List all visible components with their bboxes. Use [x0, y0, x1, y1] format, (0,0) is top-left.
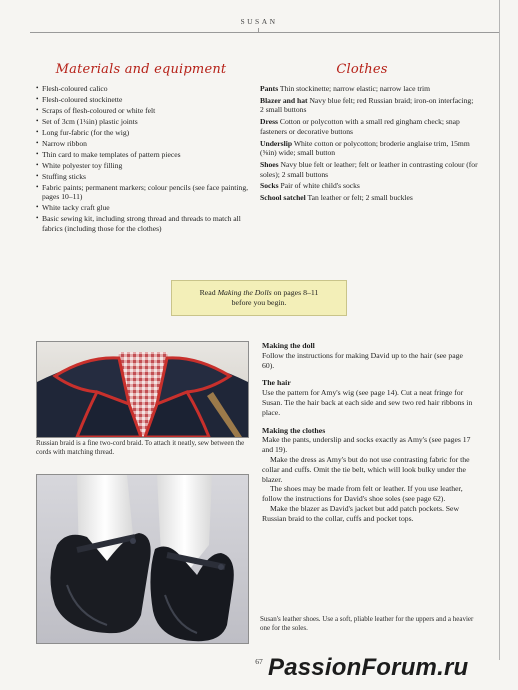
item-label: Pants [260, 84, 279, 93]
list-item: • Flesh-coloured stockinette [37, 95, 255, 105]
watermark: PassionForum.ru [268, 654, 469, 681]
item-label: School satchel [260, 193, 306, 203]
list-item [260, 96, 478, 115]
list-item: • Long fur-fabric (for the wig) [37, 128, 255, 138]
list-item [260, 139, 478, 158]
list-item: • Stuffing sticks [37, 172, 255, 182]
instructions-column [262, 341, 476, 524]
item-label: Socks [260, 181, 279, 191]
blazer-photo [36, 341, 249, 438]
blazer-illustration [37, 342, 248, 437]
page-number: 67 [255, 657, 263, 666]
clothes-para-1: Make the pants, underslip and socks exactly as Amy's (see pages 17 and 19). [262, 435, 471, 455]
callout-line-1 [172, 288, 346, 298]
list-item [260, 160, 478, 179]
item-text: Cotton or polycotton with a small red gingham check; snap fasteners or decorative buttons [260, 117, 460, 136]
list-item: • Narrow ribbon [37, 139, 255, 149]
list-item: • Set of 3cm (1¼in) plastic joints [37, 117, 255, 127]
shoes-photo [36, 474, 249, 644]
callout-book-title: Making the Dolls [217, 288, 272, 297]
clothes-para-4: Make the blazer as David's jacket but add patch pockets. Sew Russian braid to the collar, cuffs and pocket tops. [262, 503, 460, 523]
list-item: • White tacky craft glue [37, 203, 255, 213]
header-rule [30, 32, 500, 33]
list-item [260, 181, 478, 191]
list-item [260, 84, 478, 94]
list-item: • Scraps of flesh-coloured or white felt [37, 106, 255, 116]
item-label: Underslip [260, 138, 293, 148]
item-text: Navy blue felt; red Russian braid; iron-on interfacing; 2 small buttons [260, 95, 474, 115]
shoes-illustration [37, 475, 248, 643]
hair-heading: The hair [262, 378, 291, 388]
making-doll-text: Follow the instructions for making David up to the hair (see page 60). [262, 350, 463, 370]
clothes-para-3: The shoes may be made from felt or leather. If you use leather, follow the instructions for David's shoe soles (see page 62). [262, 484, 463, 504]
header-tick [258, 28, 259, 33]
item-text: Pair of white child's socks [280, 181, 360, 191]
clothes-heading: Making the clothes [262, 425, 326, 435]
list-item [260, 193, 478, 203]
callout-line-2: before you begin. [231, 298, 287, 307]
clothes-title: Clothes [336, 62, 388, 77]
list-item: • Fabric paints; permanent markers; colour pencils (see face painting, pages 10–11) [37, 183, 255, 202]
item-text: Navy blue felt or leather; felt or leather in contrasting colour (for soles); 2 small buttons [260, 159, 478, 179]
hair-text: Use the pattern for Amy's wig (see page 14). Cut a neat fringe for Susan. Tie the hair back at each side and sew two red hair ribbons in place. [262, 388, 473, 417]
callout-prefix: Read [199, 288, 218, 297]
clothes-para-2: Make the dress as Amy's but do not use contrasting fabric for the collar and cuffs. Omit the tie belt, which will look bulky under the blazer. [262, 454, 470, 484]
item-label: Dress [260, 117, 278, 127]
item-text: Tan leather or felt; 2 small buckles [307, 193, 413, 203]
item-label: Blazer and hat [260, 95, 308, 105]
callout-box [171, 280, 347, 316]
item-text: White cotton or polycotton; broderie anglaise trim, 15mm (⅝in) wide; small button [260, 138, 470, 158]
page-edge-rule [499, 0, 500, 660]
item-label: Shoes [260, 159, 279, 169]
list-item: • Basic sewing kit, including strong thread and threads to match all fabrics (including those for the clothes) [37, 214, 255, 233]
callout-suffix: on pages 8–11 [271, 288, 319, 297]
materials-list [37, 84, 255, 235]
making-doll-heading: Making the doll [262, 341, 315, 350]
list-item: • Flesh-coloured calico [37, 84, 255, 94]
list-item: • White polyester toy filling [37, 161, 255, 171]
materials-title: Materials and equipment [55, 62, 227, 77]
item-text: Thin stockinette; narrow elastic; narrow lace trim [279, 84, 431, 93]
running-header: SUSAN [240, 17, 278, 26]
clothes-list [260, 84, 478, 205]
shoes-caption: Susan's leather shoes. Use a soft, pliable leather for the uppers and a heavier one for the soles. [260, 615, 474, 632]
list-item: • Thin card to make templates of pattern pieces [37, 150, 255, 160]
braid-caption: Russian braid is a fine two-cord braid. To attach it neatly, sew between the cords with matching thread. [36, 439, 245, 456]
list-item [260, 117, 478, 136]
